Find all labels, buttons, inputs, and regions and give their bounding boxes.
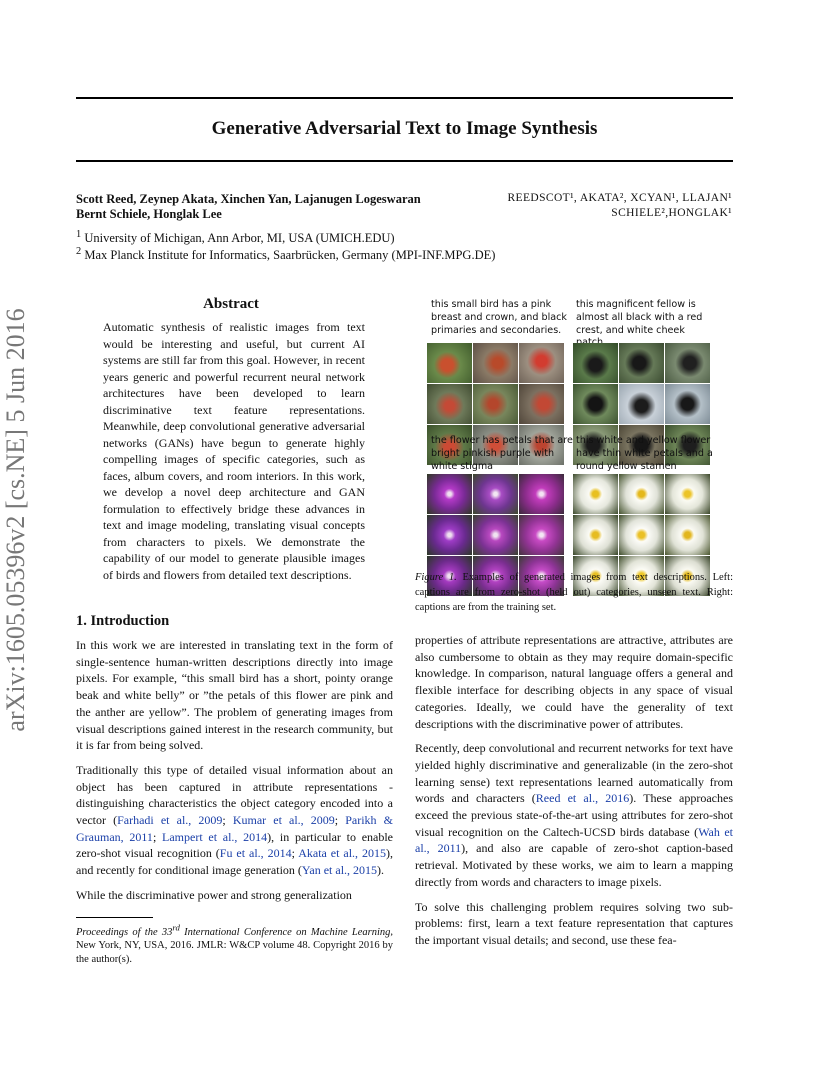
generated-flower-image <box>427 474 472 514</box>
figure-caption-bird-1: this small bird has a pink breast and crown, and black primaries and secondaries. <box>431 299 567 336</box>
footnote-rule <box>76 917 153 918</box>
affiliation-2-mark: 2 <box>76 246 82 257</box>
intro-paragraph-3: While the discriminative power and strong generalization <box>76 887 352 902</box>
generated-bird-image <box>427 384 472 424</box>
affiliation-2-text: Max Planck Institute for Informatics, Saarbrücken, Germany ( <box>84 248 396 263</box>
generated-bird-image <box>665 343 710 383</box>
generated-bird-image <box>519 343 564 383</box>
citation-link[interactable]: Parikh & Grauman, 2011 <box>76 813 393 844</box>
arxiv-stamp: arXiv:1605.05396v2 [cs.NE] 5 Jun 2016 <box>1 308 30 732</box>
generated-flower-image <box>427 515 472 555</box>
citation-link[interactable]: Lampert et al., 2014 <box>162 829 268 844</box>
figure-caption-flower-2: this white and yellow flower have thin white petals and a round yellow stamen <box>576 435 713 472</box>
citation-link[interactable]: Wah et al., 2011 <box>415 824 734 856</box>
generated-bird-image <box>619 343 664 383</box>
affiliation-2: $^2$ Max Planck Institute for Informatics, Saarbrücken, Germany (MPI-INF.MPG.DE) <box>76 246 496 263</box>
author-emails <box>507 191 732 221</box>
title-bottom-rule <box>76 160 733 162</box>
citation-link[interactable]: Kumar et al., 2009 <box>232 813 335 828</box>
generated-flower-image <box>619 474 664 514</box>
affiliation-1-text: University of Michigan, Ann Arbor, MI, USA ( <box>84 231 320 246</box>
paper-title: Generative Adversarial Text to Image Synthesis <box>211 118 598 139</box>
generated-flower-image <box>665 515 710 555</box>
introduction-heading: 1. Introduction <box>76 613 170 629</box>
email-line-1: REEDSCOT¹, AKATA², XCYAN¹, LLAJAN¹ <box>507 192 732 204</box>
intro-paragraph-5: Recently, deep convolutional and recurrent networks for text have yielded highly discriminative and generalizable (in the zero-shot learning sense) text representations learned automatically from words and characters (Reed et al., 2016). These approaches exceed the previous state-of-the-art using attributes for zero-shot visual recognition on the Caltech-UCSD birds database (Wah et al., 2011), and also are capable of zero-shot caption-based retrieval. Motivated by these works, we aim to learn a mapping directly from words and characters to image pixels. <box>415 741 734 889</box>
abstract-text: Automatic synthesis of realistic images from text would be interesting and useful, but current AI systems are still far from this goal. However, in recent years generic and powerful recurrent neural network architectures have been developed to learn discriminative text feature representations. Meanwhile, deep convolutional generative adversarial networks (GANs) have begun to generate highly compelling images of specific categories, such as faces, album covers, and room interiors. In this work, we develop a novel deep architecture and GAN formulation to effectively bridge these advances in text and image modeling, translating visual concepts from characters to pixels. We demonstrate the capability of our model to generate plausible images of birds and flowers from detailed text descriptions. <box>103 320 365 582</box>
author-line-1: Scott Reed, Zeynep Akata, Xinchen Yan, Lajanugen Logeswaran <box>76 192 421 206</box>
figure-caption-flower-1: the flower has petals that are bright pinkish purple with white stigma <box>431 435 573 472</box>
generated-bird-image <box>427 343 472 383</box>
generated-flower-image <box>619 515 664 555</box>
affiliation-1: $^1$ University of Michigan, Ann Arbor, MI, USA (UMICH.EDU) <box>76 229 395 246</box>
generated-flower-image <box>473 474 518 514</box>
intro-paragraph-2: Traditionally this type of detailed visual information about an object has been captured in attribute representations - distinguishing characteristics the object category encoded into a vector (Farhadi et al., 2009; Kumar et al., 2009; Parikh & Grauman, 2011; Lampert et al., 2014), in particular to enable zero-shot visual recognition (Fu et al., 2014; Akata et al., 2015), and recently for conditional image generation (Yan et al., 2015). <box>76 762 394 878</box>
generated-flower-image <box>519 474 564 514</box>
email-line-2: SCHIELE²,HONGLAK¹ <box>611 207 732 219</box>
citation-link[interactable]: Akata et al., 2015 <box>298 846 386 861</box>
abstract-heading: Abstract <box>203 296 259 312</box>
figure-label: Figure 1. <box>415 572 457 583</box>
generated-bird-image <box>473 343 518 383</box>
generated-bird-image <box>519 384 564 424</box>
right-column <box>415 632 733 957</box>
citation-link[interactable]: Farhadi et al., 2009 <box>117 813 223 828</box>
generated-bird-image <box>619 384 664 424</box>
intro-paragraph-6: To solve this challenging problem requires solving two sub-problems: first, learn a text feature representation that captures the important visual details; and second, use these fea- <box>415 899 733 947</box>
citation-link[interactable]: Yan et al., 2015 <box>301 863 378 878</box>
generated-flower-image <box>665 474 710 514</box>
figure-caption-text: Examples of generated images from text descriptions. Left: captions are from zero-shot (held out) categories, unseen text. Right: captions are from the training set. <box>415 572 733 613</box>
generated-bird-image <box>573 343 618 383</box>
figure-1-caption <box>415 570 733 615</box>
intro-paragraph-1: In this work we are interested in translating text in the form of single-sentence human-written descriptions directly into image pixels. For example, “this small bird has a short, pointy orange beak and white belly” or ”the petals of this flower are pink and the anther are yellow”. The problem of generating images from visual descriptions gained interest in the research community, but it is far from being solved. <box>76 638 393 753</box>
citation-link[interactable]: Reed et al., 2016 <box>535 791 630 806</box>
citation-link[interactable]: Fu et al., 2014 <box>219 846 292 861</box>
generated-flower-image <box>473 515 518 555</box>
affiliation-1-domain: UMICH.EDU <box>319 231 391 246</box>
left-column <box>76 637 393 912</box>
intro-paragraph-4: properties of attribute representations are attractive, attributes are also cumbersome to obtain as they may require domain-specific knowledge. In comparison, natural language offers a general and flexible interface for describing objects in any space of visual categories. Ideally, we could have the generality of text descriptions with the discriminative power of attributes. <box>415 633 733 731</box>
title-top-rule <box>76 97 733 99</box>
author-line-2: Bernt Schiele, Honglak Lee <box>76 207 222 221</box>
generated-flower-image <box>519 515 564 555</box>
figure-caption-bird-2: this magnificent fellow is almost all black with a red crest, and white cheek <box>576 299 703 336</box>
affiliation-2-domain: MPI-INF.MPG.DE <box>395 248 492 263</box>
generated-flower-image <box>573 474 618 514</box>
generated-bird-image <box>573 384 618 424</box>
generated-bird-image <box>473 384 518 424</box>
author-list <box>76 192 421 222</box>
generated-flower-image <box>573 515 618 555</box>
generated-bird-image <box>665 384 710 424</box>
footnote: Proceedings of the 33rd International Conference on Machine Learning, New York, NY, USA, 2016. JMLR: W&CP volume 48. Copyright 2016 by the author(s). <box>76 922 393 965</box>
affiliation-1-mark: 1 <box>76 229 82 240</box>
